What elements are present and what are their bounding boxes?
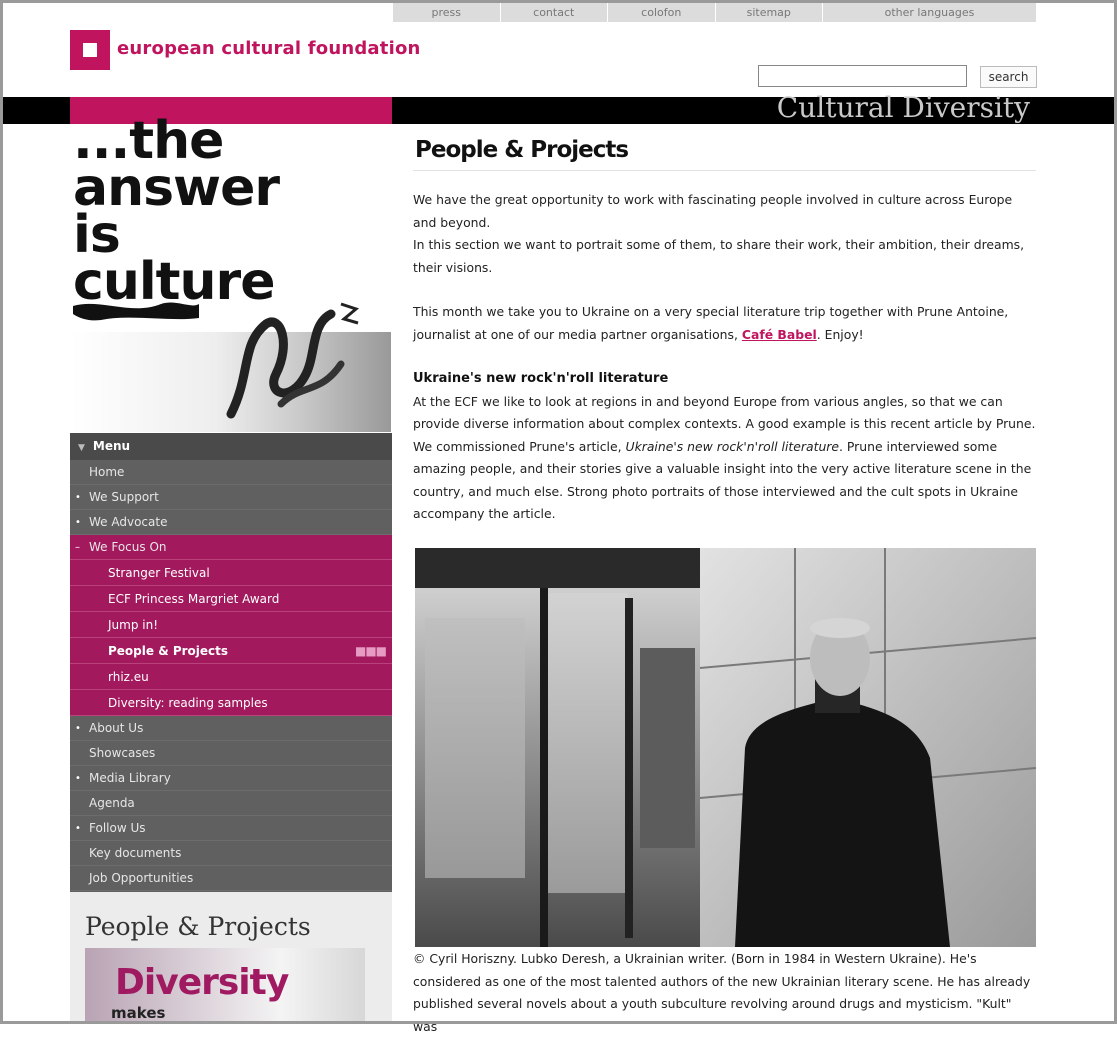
logo-icon[interactable] [70,30,110,70]
submenu-item-label: Jump in! [108,618,159,632]
menu-item-media-library[interactable] [70,766,392,791]
menu-item-home[interactable] [70,460,392,485]
campaign-artwork [71,111,391,432]
portrait-photo-image [415,548,1036,947]
slogan-line: culture [73,252,275,312]
intro-line: In this section we want to portrait some of them, to share their work, their ambition, their dreams, their visions. [413,237,1025,275]
trip-paragraph [413,301,1038,346]
artwork-slogan [73,111,280,312]
bullet-icon: • [75,723,81,734]
photo-caption: © Cyril Horiszny. Lubko Deresh, a Ukrainian writer. (Born in 1984 in Western Ukraine). He's considered as one of the most talented authors of the new Ukrainian literary scene. He has already published several novels about a youth subculture revolving around drugs and mysticism. "Kult" was [413,951,1031,1034]
portrait-photo [415,548,1036,947]
menu-item-label: Home [89,465,125,479]
article-title-italic: Ukraine's new rock'n'roll literature [625,438,840,454]
title-divider [413,170,1036,171]
slogan-line: is [73,205,120,265]
top-nav [393,3,1036,22]
slogan-line: ...the [73,111,224,171]
menu-header-label: Menu [92,439,131,453]
cafe-babel-link[interactable]: Café Babel [741,326,817,342]
section-banner-title: Cultural Diversity [776,91,1030,124]
menu-header[interactable] [70,433,392,460]
bullet-icon: • [75,492,81,503]
menu-item-label: Follow Us [89,821,146,835]
slogan-line: answer [73,158,280,218]
menu-item-label: Media Library [89,771,171,785]
nav-sitemap-link[interactable]: sitemap [716,3,824,22]
scrawl-graphic-icon [221,284,371,424]
menu-item-label: Agenda [89,796,135,810]
section-heading: Ukraine's new rock'n'roll literature [413,371,669,386]
nav-colofon-link[interactable]: colofon [608,3,716,22]
diversity-promo-banner[interactable] [85,948,365,1021]
article-paragraph [413,391,1038,526]
menu-item-about-us[interactable] [70,716,392,741]
menu-item-showcases[interactable] [70,741,392,766]
bullet-icon: • [75,517,81,528]
trip-text-end: . Enjoy! [816,326,864,342]
promo-banner-headline: Diversity [115,962,289,1003]
submenu-item-label: Diversity: reading samples [108,696,268,710]
menu-item-agenda[interactable] [70,791,392,816]
submenu-item-stranger-festival[interactable] [70,560,392,586]
article-section [413,368,1038,526]
submenu-item-label: ECF Princess Margriet Award [108,592,280,606]
side-menu [70,433,392,892]
nav-contact-link[interactable]: contact [501,3,609,22]
submenu-item-label: rhiz.eu [108,670,149,684]
menu-item-label: Showcases [89,746,156,760]
menu-item-label: We Support [89,490,159,504]
bullet-icon: • [75,823,81,834]
intro-paragraph [413,189,1038,279]
menu-item-label: About Us [89,721,144,735]
nav-press-link[interactable]: press [393,3,501,22]
menu-item-job-opportunities[interactable] [70,866,392,891]
nav-other-languages-link[interactable]: other languages [884,6,975,19]
submenu-item-people-projects[interactable] [70,638,392,664]
minus-icon: – [75,542,80,553]
menu-item-we-support[interactable] [70,485,392,510]
submenu-item-jump-in[interactable] [70,612,392,638]
chevron-down-icon: ▼ [78,443,85,453]
menu-item-we-advocate[interactable] [70,510,392,535]
article-text-end: . Prune interviewed some amazing people, and their stories give a valuable insight into the very active literature scene in the country, and much else. Strong photo portraits of those interviewed and the cult spots in Ukraine accompany the article. [413,438,1032,521]
submenu-item-princess-margriet-award[interactable] [70,586,392,612]
menu-item-label: Key documents [89,846,182,860]
menu-item-label: Job Opportunities [89,871,194,885]
menu-item-key-documents[interactable] [70,841,392,866]
submenu-item-label: Stranger Festival [108,566,210,580]
menu-item-label: We Advocate [89,515,168,529]
page-title: People & Projects [415,137,629,163]
article-text: At the ECF we like to look at regions in and beyond Europe from various angles, so that we can provide diverse information about complex contexts. A good example is this recent article by Prune. We commissioned Prune's article, [413,393,1036,454]
promo-title[interactable]: People & Projects [85,912,311,941]
intro-line: We have the great opportunity to work with fascinating people involved in culture across Europe and beyond. [413,192,1013,230]
submenu-item-rhiz-eu[interactable] [70,664,392,690]
submenu-item-label: People & Projects [108,644,229,658]
submenu-item-diversity-reading-samples[interactable] [70,690,392,716]
menu-item-follow-us[interactable] [70,816,392,841]
bullet-icon: • [75,773,81,784]
menu-item-we-focus-on[interactable] [70,535,392,560]
search-input[interactable] [758,65,967,87]
active-indicator-icon: ■■■ [354,644,386,658]
logo-text[interactable]: european cultural foundation [117,38,421,59]
search-button[interactable]: search [980,66,1037,88]
trip-text: This month we take you to Ukraine on a very special literature trip together with Prune Antoine, journalist at one of our media partner organisations, [413,304,1009,342]
menu-item-label: We Focus On [89,540,167,554]
ink-smudge-icon [71,294,201,324]
promo-banner-subline: makes [111,1004,166,1022]
